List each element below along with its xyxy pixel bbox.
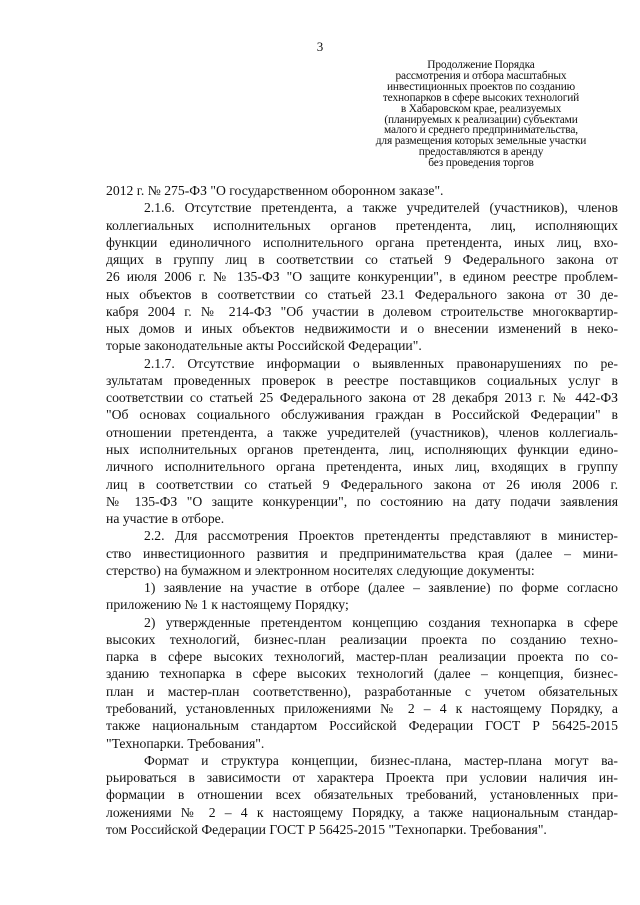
body-line: зданию технопарка в сфере высоких технологий (далее – концепция, бизнес- [106, 666, 618, 682]
body-line: 1) заявление на участие в отборе (далее – заявление) по форме согласно [144, 580, 618, 596]
body-line: также национальным стандартом Российской Федерации ГОСТ Р 56425-2015 [106, 718, 618, 734]
body-line: приложению № 1 к настоящему Порядку; [106, 597, 349, 613]
body-line: отношении претендента, а также учредителей (участников), членов коллегиаль- [106, 424, 618, 440]
body-line: формации в отношении всех обязательных требований, установленных при- [106, 787, 618, 803]
body-line: соответствии со статьей 25 Федерального закона от 28 декабря 2013 г. № 442-ФЗ [106, 390, 618, 406]
body-line: ных домов и иных объектов недвижимости и о внесении изменений в неко- [106, 321, 618, 337]
body-line: "Технопарки. Требования". [106, 735, 265, 751]
body-line: функции единоличного исполнительного органа претендента, иных лиц, вхо- [106, 234, 618, 250]
body-line: том Российской Федерации ГОСТ Р 56425-2015 "Технопарки. Требования". [106, 821, 547, 837]
header-note [361, 60, 601, 169]
header-note-line: для размещения которых земельные участки [375, 135, 587, 148]
body-line: ство инвестиционного развития и предпринимательства края (далее – мини- [106, 545, 618, 561]
body-line: торые законодательные акты Российской Федерации". [106, 338, 422, 354]
body-line: личного исполнительного органа претендента, иных лиц, входящих в группу [106, 459, 618, 475]
header-note-line: предоставляются в аренду [418, 146, 544, 159]
body-line: стерство) на бумажном и электронном носителях следующие документы: [106, 562, 535, 578]
body-line: 26 июля 2006 г. № 135-ФЗ "О защите конкуренции", в едином реестре проблем- [106, 269, 618, 285]
body-line: ных исполнительных органов претендента, лиц, исполняющих функции едино- [106, 441, 618, 457]
body-line: требований, установленных приложениями № 2 – 4 к настоящему Порядку, а [106, 700, 618, 716]
body-line: 2.2. Для рассмотрения Проектов претенденты представляют в министер- [144, 528, 618, 544]
header-note-line: технопарков в сфере высоких технологий [382, 91, 580, 104]
body-line: кабря 2004 г. № 214-ФЗ "Об участии в долевом строительстве многоквартир- [106, 303, 618, 319]
document-body [106, 182, 618, 838]
page-number: 3 [316, 39, 324, 54]
body-line: коллегиальных исполнительных органов претендента, лиц, исполняющих [106, 217, 618, 233]
body-line: лиц в соответствии со статьей 9 Федерального закона от 26 июля 2006 г. [106, 476, 618, 492]
body-line: на участие в отборе. [106, 511, 225, 527]
body-line: высоких технологий, бизнес-план реализации проекта по созданию техно- [106, 631, 618, 647]
body-line: "Об основах социального обслуживания граждан в Российской Федерации" в [106, 407, 618, 423]
body-line: 2) утвержденные претендентом концепцию создания технопарка в сфере [144, 614, 618, 630]
header-note-line: (планируемых к реализации) субъектами [384, 113, 578, 126]
body-line: парка в сфере высоких технологий, мастер-план реализации проекта по со- [106, 649, 618, 665]
body-line: 2.1.7. Отсутствие информации о выявленных правонарушениях по ре- [144, 355, 618, 371]
body-line: ложениями № 2 – 4 к настоящему Порядку, а также национальным стандар- [106, 804, 618, 820]
body-line: ных объектов в соответствии со статьей 23.1 Федерального закона от 30 де- [106, 286, 618, 302]
body-line: дящих в группу лиц в соответствии со статьей 9 Федерального закона от [106, 252, 618, 268]
body-line: 2012 г. № 275-ФЗ "О государственном оборонном заказе". [106, 183, 444, 198]
header-note-line: Продолжение Порядка [427, 59, 535, 71]
body-line: 2.1.6. Отсутствие претендента, а также учредителей (участников), членов [144, 200, 618, 216]
body-line: рьироваться в зависимости от характера Проекта при условии наличия ин- [106, 770, 618, 786]
body-line: Формат и структура концепции, бизнес-плана, мастер-плана могут ва- [144, 752, 618, 768]
body-line: зультатам проведенных проверок в реестре поставщиков социальных услуг в [106, 372, 618, 388]
header-note-line: малого и среднего предпринимательства, [384, 124, 578, 137]
body-line: план и мастер-план соответственно), разработанные с учетом обязательных [106, 683, 618, 699]
header-note-line: без проведения торгов [428, 157, 534, 170]
header-note-line: в Хабаровском крае, реализуемых [400, 102, 562, 115]
header-note-line: инвестиционных проектов по созданию [386, 80, 576, 93]
header-note-line: рассмотрения и отбора масштабных [395, 69, 567, 82]
body-line: № 135-ФЗ "О защите конкуренции", по состоянию на дату подачи заявления [106, 493, 618, 509]
